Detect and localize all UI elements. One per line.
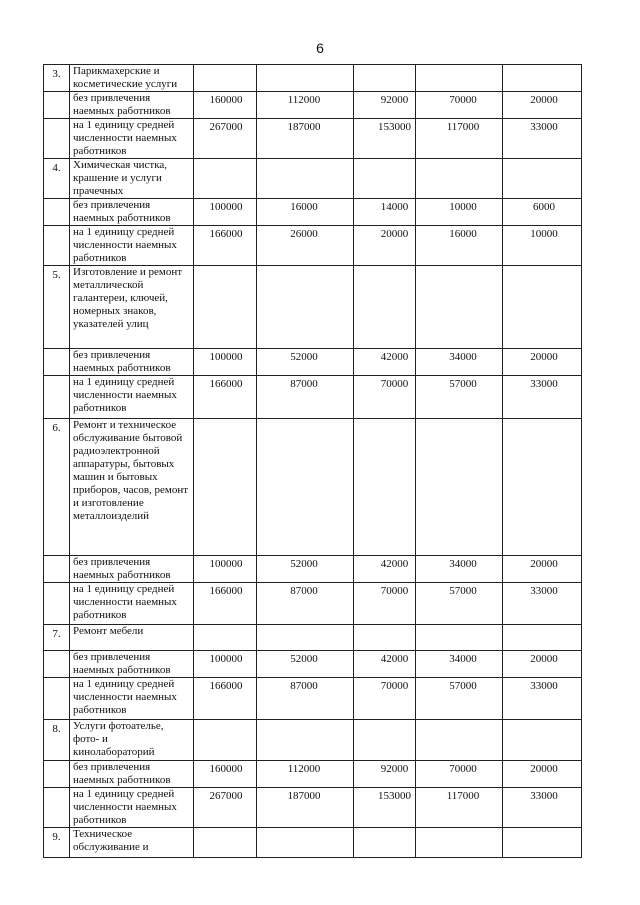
item-description: на 1 единицу средней численности наемных работников bbox=[70, 376, 194, 419]
value-cell: 10000 bbox=[416, 199, 503, 226]
value-cell bbox=[503, 828, 582, 858]
value-cell: 92000 bbox=[354, 761, 416, 788]
value-cell: 87000 bbox=[257, 583, 354, 625]
category-row bbox=[44, 419, 582, 556]
value-cell: 153000 bbox=[354, 119, 416, 159]
value-cell bbox=[416, 828, 503, 858]
value-cell: 42000 bbox=[354, 556, 416, 583]
value-cell: 92000 bbox=[354, 92, 416, 119]
value-cell: 6000 bbox=[503, 199, 582, 226]
value-cell: 166000 bbox=[194, 226, 257, 266]
value-cell: 87000 bbox=[257, 376, 354, 419]
value-cell bbox=[257, 159, 354, 199]
value-cell bbox=[503, 159, 582, 199]
value-cell: 100000 bbox=[194, 199, 257, 226]
value-cell bbox=[257, 65, 354, 92]
item-number bbox=[44, 199, 70, 226]
rate-row bbox=[44, 788, 582, 828]
item-description: на 1 единицу средней численности наемных работников bbox=[70, 226, 194, 266]
value-cell bbox=[257, 266, 354, 349]
item-number: 3. bbox=[44, 65, 70, 92]
item-number bbox=[44, 349, 70, 376]
item-number: 9. bbox=[44, 828, 70, 858]
value-cell: 52000 bbox=[257, 651, 354, 678]
rate-row bbox=[44, 199, 582, 226]
value-cell: 42000 bbox=[354, 651, 416, 678]
item-number bbox=[44, 226, 70, 266]
value-cell bbox=[354, 65, 416, 92]
value-cell: 52000 bbox=[257, 349, 354, 376]
item-number bbox=[44, 119, 70, 159]
rate-row bbox=[44, 226, 582, 266]
category-row bbox=[44, 159, 582, 199]
item-number bbox=[44, 376, 70, 419]
value-cell bbox=[503, 419, 582, 556]
item-description: на 1 единицу средней численности наемных работников bbox=[70, 583, 194, 625]
value-cell bbox=[354, 159, 416, 199]
value-cell: 117000 bbox=[416, 119, 503, 159]
value-cell bbox=[194, 828, 257, 858]
value-cell: 160000 bbox=[194, 92, 257, 119]
value-cell: 16000 bbox=[416, 226, 503, 266]
value-cell: 20000 bbox=[503, 556, 582, 583]
value-cell: 267000 bbox=[194, 788, 257, 828]
value-cell: 33000 bbox=[503, 119, 582, 159]
value-cell bbox=[257, 625, 354, 651]
value-cell: 267000 bbox=[194, 119, 257, 159]
value-cell bbox=[354, 625, 416, 651]
value-cell: 153000 bbox=[354, 788, 416, 828]
rate-row bbox=[44, 651, 582, 678]
item-number: 8. bbox=[44, 720, 70, 761]
item-description: на 1 единицу средней численности наемных работников bbox=[70, 678, 194, 720]
rate-row bbox=[44, 583, 582, 625]
item-description: на 1 единицу средней численности наемных работников bbox=[70, 788, 194, 828]
value-cell bbox=[416, 65, 503, 92]
tax-rates-table bbox=[43, 64, 582, 858]
value-cell: 70000 bbox=[354, 678, 416, 720]
value-cell: 14000 bbox=[354, 199, 416, 226]
item-description: Ремонт мебели bbox=[70, 625, 194, 651]
value-cell: 166000 bbox=[194, 376, 257, 419]
item-description: Услуги фотоателье, фото- и кинолабораторий bbox=[70, 720, 194, 761]
value-cell bbox=[194, 419, 257, 556]
value-cell: 166000 bbox=[194, 583, 257, 625]
value-cell: 33000 bbox=[503, 376, 582, 419]
item-description: без привлечения наемных работников bbox=[70, 556, 194, 583]
value-cell bbox=[416, 625, 503, 651]
value-cell bbox=[416, 266, 503, 349]
item-description: без привлечения наемных работников bbox=[70, 199, 194, 226]
value-cell: 70000 bbox=[416, 761, 503, 788]
value-cell bbox=[354, 720, 416, 761]
value-cell bbox=[257, 720, 354, 761]
value-cell bbox=[354, 419, 416, 556]
item-description: Ремонт и техническое обслуживание бытовой радиоэлектронной аппаратуры, бытовых машин и бытовых приборов, часов, ремонт и изготовление металлоизделий bbox=[70, 419, 194, 556]
value-cell bbox=[354, 828, 416, 858]
rate-row bbox=[44, 678, 582, 720]
value-cell: 100000 bbox=[194, 556, 257, 583]
value-cell: 34000 bbox=[416, 556, 503, 583]
item-number bbox=[44, 92, 70, 119]
value-cell: 33000 bbox=[503, 788, 582, 828]
value-cell: 166000 bbox=[194, 678, 257, 720]
rate-row bbox=[44, 349, 582, 376]
item-description: без привлечения наемных работников bbox=[70, 761, 194, 788]
value-cell: 70000 bbox=[354, 583, 416, 625]
category-row bbox=[44, 65, 582, 92]
item-number bbox=[44, 788, 70, 828]
rate-row bbox=[44, 376, 582, 419]
value-cell: 87000 bbox=[257, 678, 354, 720]
value-cell: 33000 bbox=[503, 583, 582, 625]
value-cell: 10000 bbox=[503, 226, 582, 266]
value-cell: 52000 bbox=[257, 556, 354, 583]
item-number bbox=[44, 761, 70, 788]
value-cell bbox=[194, 159, 257, 199]
value-cell: 187000 bbox=[257, 119, 354, 159]
value-cell: 20000 bbox=[503, 651, 582, 678]
value-cell: 34000 bbox=[416, 349, 503, 376]
item-number: 5. bbox=[44, 266, 70, 349]
category-row bbox=[44, 266, 582, 349]
rate-row bbox=[44, 556, 582, 583]
value-cell bbox=[194, 266, 257, 349]
value-cell: 33000 bbox=[503, 678, 582, 720]
value-cell bbox=[503, 720, 582, 761]
value-cell bbox=[194, 625, 257, 651]
item-description: на 1 единицу средней численности наемных работников bbox=[70, 119, 194, 159]
value-cell bbox=[194, 65, 257, 92]
item-description: без привлечения наемных работников bbox=[70, 349, 194, 376]
value-cell: 16000 bbox=[257, 199, 354, 226]
category-row bbox=[44, 625, 582, 651]
value-cell bbox=[194, 720, 257, 761]
value-cell: 112000 bbox=[257, 92, 354, 119]
value-cell: 20000 bbox=[503, 349, 582, 376]
value-cell bbox=[503, 65, 582, 92]
item-number bbox=[44, 651, 70, 678]
value-cell: 117000 bbox=[416, 788, 503, 828]
value-cell: 112000 bbox=[257, 761, 354, 788]
item-description: Изготовление и ремонт металлической галантереи, ключей, номерных знаков, указателей улиц bbox=[70, 266, 194, 349]
value-cell: 42000 bbox=[354, 349, 416, 376]
value-cell: 20000 bbox=[354, 226, 416, 266]
value-cell: 70000 bbox=[416, 92, 503, 119]
category-row bbox=[44, 828, 582, 858]
value-cell: 57000 bbox=[416, 376, 503, 419]
item-description: без привлечения наемных работников bbox=[70, 651, 194, 678]
item-description: без привлечения наемных работников bbox=[70, 92, 194, 119]
item-description: Техническое обслуживание и bbox=[70, 828, 194, 858]
value-cell: 160000 bbox=[194, 761, 257, 788]
item-description: Химическая чистка, крашение и услуги прачечных bbox=[70, 159, 194, 199]
value-cell bbox=[257, 828, 354, 858]
value-cell bbox=[416, 720, 503, 761]
value-cell: 20000 bbox=[503, 92, 582, 119]
rate-row bbox=[44, 761, 582, 788]
value-cell: 187000 bbox=[257, 788, 354, 828]
value-cell bbox=[416, 159, 503, 199]
value-cell: 26000 bbox=[257, 226, 354, 266]
item-number bbox=[44, 583, 70, 625]
item-number bbox=[44, 556, 70, 583]
value-cell: 70000 bbox=[354, 376, 416, 419]
item-number: 7. bbox=[44, 625, 70, 651]
value-cell: 100000 bbox=[194, 651, 257, 678]
value-cell: 57000 bbox=[416, 583, 503, 625]
item-number: 4. bbox=[44, 159, 70, 199]
value-cell: 20000 bbox=[503, 761, 582, 788]
value-cell: 100000 bbox=[194, 349, 257, 376]
value-cell bbox=[257, 419, 354, 556]
value-cell: 34000 bbox=[416, 651, 503, 678]
item-description: Парикмахерские и косметические услуги bbox=[70, 65, 194, 92]
rate-row bbox=[44, 92, 582, 119]
value-cell bbox=[503, 625, 582, 651]
value-cell: 57000 bbox=[416, 678, 503, 720]
value-cell bbox=[503, 266, 582, 349]
item-number bbox=[44, 678, 70, 720]
category-row bbox=[44, 720, 582, 761]
page-number: 6 bbox=[316, 40, 324, 56]
value-cell bbox=[416, 419, 503, 556]
value-cell bbox=[354, 266, 416, 349]
item-number: 6. bbox=[44, 419, 70, 556]
rate-row bbox=[44, 119, 582, 159]
